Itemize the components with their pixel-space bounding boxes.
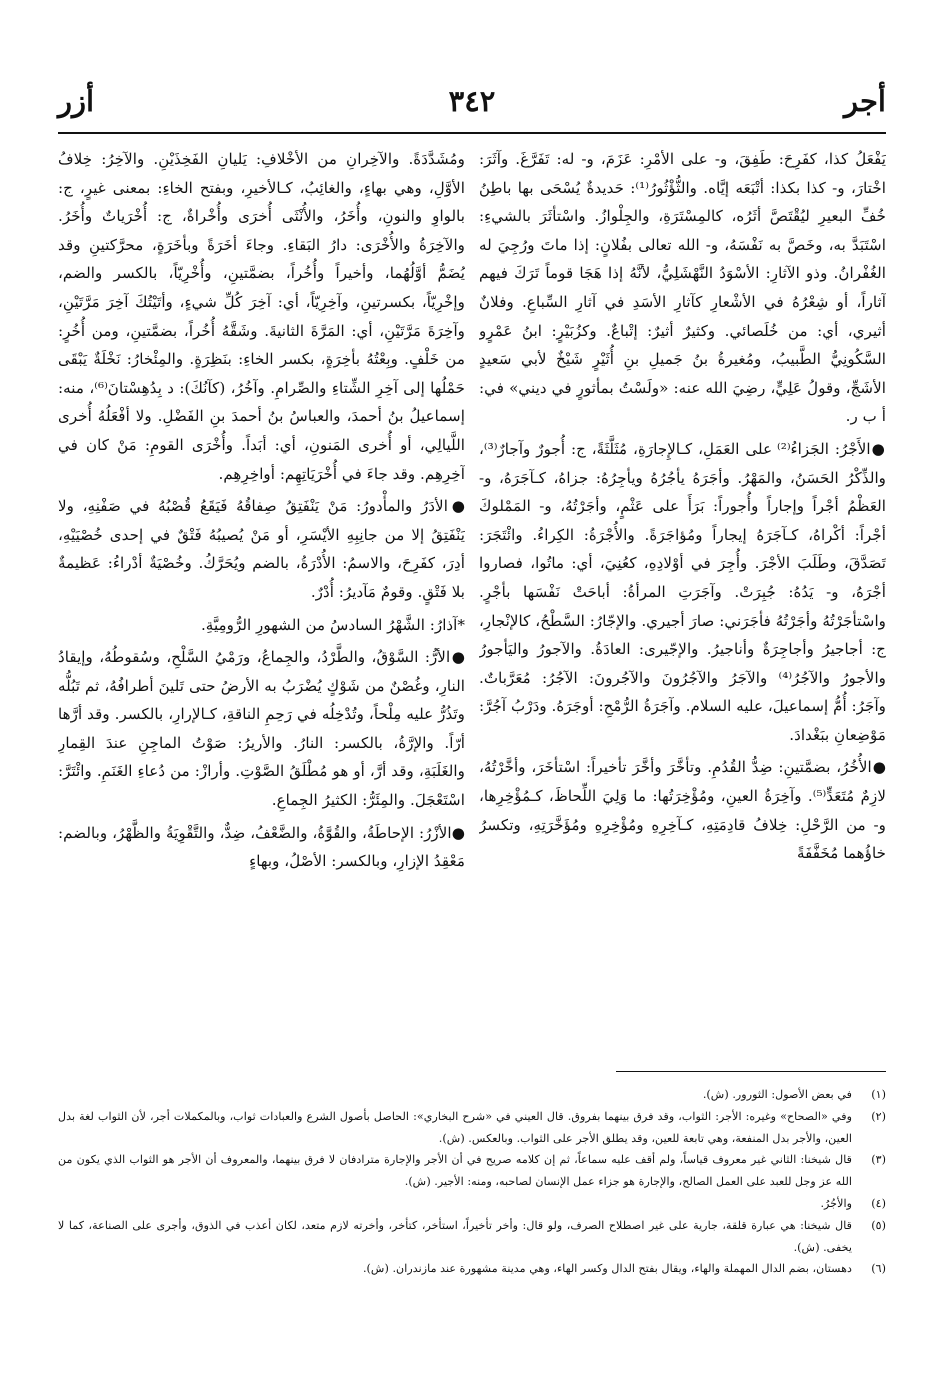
footnote-text: قال شيخنا: هي عبارة قلقة، جارية على غير اصطلاح الصرف، ولو قال: وأخر تأخيراً، استأخر، كتأخر، وأخرته لازم متعد، لكان أعذب في الذوق، وأجرى على الصناعة، كما لا يخفى. (ش). — [58, 1218, 852, 1254]
entry-ajr: ●الأَجْرُ: الجَزاءُ⁽²⁾ على العَمَلِ، كـالإِجارَةِ، مُثَلَّثَةً، ج: أُجورٌ وآجارٌ⁽³⁾، والذِّكْرُ الحَسَنُ، والمَهْرُ. وأجَرَهُ يأجُرُهُ ويأجِرُهُ: جزاهُ، كـآجَرَهُ، و- العَظْمُ أجْراً وإجاراً وأُجوراً: بَرَأَ على عَثْمٍ، وأجَرْتُهُ، و- المَمْلوكَ أجْراً: أكْراهُ، كـآجَرَهُ إيجاراً ومُؤاجَرَةً. والأُجْرَةُ: الكِراءُ. وائْتَجَرَ: تَصَدَّقَ، وطَلَبَ الأجْرَ. وأُجِرَ في أوْلادِهِ، كعُنِيَ، أي: ماتُوا، فصاروا أجْرَهُ، و- يَدُهُ: جُبِرَتْ. وآجَرَتِ المرأةُ: أباحَتْ نَفْسَها بأجْرٍ. واسْتأجَرْتُهُ وأجَرْتُهُ فأجَرَني: صارَ أجيري. والإجّارُ: السَّطْحُ، كالإنْجارِ، ج: أجاجيرُ وأجاجِرَةٌ وأناجيرُ. والإجّيرى: العادَةُ. والآجورُ واليَأجورُ والأجورُ والآجُرُ⁽⁴⁾ والآجَرُ والآجُرُونَ والآجُرونَ: الآجُرُ: مُعَرَّباتٌ. وآجَرُ: أُمُّ إسماعيلَ، عليه السلام. وآجَرَةُ الرُّمْحِ: أوجَرَهُ. ودَرْبُ آجُرَّ: مَوْضِعانِ ببَغْدادَ. — [479, 439, 886, 744]
footnote-number: (٤) — [871, 1196, 886, 1210]
footnote-rule — [616, 1071, 886, 1072]
running-header — [58, 84, 886, 128]
footnote-text: قال شيخنا: الثاني غير معروف قياساً، ولم أقف عليه سماعاً، ثم إن كلامه صريح في أن الأجر والإجارة مترادفان لا فرق بينهما، والمعروف أن الأجر هو الثواب الذي يكون من الله عز وجل للعبد على العمل الصالح، والإجارة هو جزاء عمل الإنسان لصاحبه، ومنه: الأجير. (ش). — [58, 1153, 852, 1189]
footnote-text: في بعض الأصول: الثورور. (ش). — [702, 1088, 852, 1101]
footnote-text: والأجُرُ. — [820, 1196, 852, 1210]
footnote-text: وفي «الصحاح» وغيره: الأجر: الثواب، وقد فرق بينهما بفروق. قال العيني في «شرح البخاري»: الحاصل بأصول الشرع والعبادات ثواب، وبالمكملات أجر، لأن الثواب لغة بدل العين، والأجر بدل المنفعة، وهي تابعة للعين، وقد يطلق الأجر على الثواب. وبالعكس. (ش). — [58, 1109, 852, 1145]
footnote-number: (٣) — [871, 1153, 886, 1167]
footnote-number: (١) — [871, 1088, 886, 1101]
header-first-entry: أجر — [844, 84, 886, 118]
footnote — [58, 1149, 886, 1193]
entry-azr: ●الأزْرُ: الإحاطَةُ، والقُوَّةُ، والضَّعْفُ، ضِدٌّ، والتَّقْوِيَةُ والظَّهْرُ، وبالضم: مَعْقِدُ الإزارِ، وبالكسر: الأصْلُ، وبهاءٍ — [58, 823, 465, 871]
footnote — [58, 1193, 886, 1215]
entry-arr: ●الأرُّ: السَّوْقُ، والطَّرْدُ، والجِماعُ، ورَمْيُ السَّلْحِ، وسُقوطُهُ، وإيقادُ النارِ، وغُصْنٌ من شَوْكٍ يُضْرَبُ به الأرضُ حتى تَلينَ أطرافُهُ، ثم تَبُلُّه وتَذُرُّ عليه مِلْحاً، وتُدْخِلُه في رَحِمِ الناقةِ، كـالإرارِ، بالكسر. وقد أرَّها أرّاً. والإرَّةُ، بالكسر: النارُ. والأريرُ: صَوْتُ الماجِنِ عندَ القِمارِ والغَلَبَةِ، وقد أرَّ، أو هو مُطْلَقُ الصَّوْتِ. وأرازْ: من دُعاءِ الغَنَمِ. وائْتَرَّ: اسْتَعْجَلَ. والمِئَرُّ: الكثيرُ الجِماعِ. — [58, 648, 465, 810]
left-column — [58, 145, 465, 1060]
footnote-number: (٦) — [871, 1262, 886, 1276]
footnotes — [58, 1084, 886, 1324]
entry-akhr: ●الأُخُرُ، بضمَّتينِ: ضِدُّ القُدُمِ. وتأخَّرَ وأخَّرَ تأخيراً: اسْتأخَرَ، وأخَّرْتُهُ، لازِمٌ مُتَعَدٍّ⁽⁵⁾. وآخِرَةُ العينِ، ومُؤْخِرَتُها: ما وَلِيَ اللِّحاظَ، كـمُؤْخِرِها، و- من الرَّحْلِ: خِلافُ قادِمَتِهِ، كـآخِرِهِ ومُؤْخِرِهِ ومُؤَخَّرَتِهِ، وتكسرُ خاؤُهما مُخَفَّفَةً — [479, 758, 886, 863]
footnote-number: (٢) — [871, 1109, 886, 1123]
header-last-entry: أزر — [58, 84, 95, 118]
footnote — [58, 1106, 886, 1150]
header-rule — [58, 132, 886, 134]
footnote — [58, 1084, 886, 1106]
footnote — [58, 1215, 886, 1259]
entry-adhar: *آذارُ: الشَّهْرُ السادسُ من الشهورِ الرُّومِيَّةِ. — [200, 615, 465, 634]
entry-adr: ●الأدَرُ والمأْدورُ: مَنْ يَنْفَتِقُ صِفاقُهُ فَيَقَعُ قُصْبُهُ في صَفْنِهِ، ولا يَنْفَتِقُ إلا من جانِبِهِ الأيْسَرِ، أو مَنْ يُصيبُهُ فَتْقٌ في إحدى خُصْيَيْهِ، أدِرَ، كفَرِحَ، والاسمُ: الأُدْرَةُ، بالضم ويُحَرَّكُ. وخُصْيَةٌ أدْراءُ: عَظيمةٌ بلا فَتْقٍ. وقومٌ مَآديرُ: أُدْرٌ. — [58, 497, 465, 601]
footnote-number: (٥) — [871, 1218, 886, 1232]
entry-akhr-continued: ومُشَدَّدَةً. والآخِرانِ من الأخْلافِ: يَليانِ الفَخِذَيْنِ. والآخِرُ: خِلافُ الأوَّلِ، وهي بهاءٍ، والغائِبُ، كـالأخيرِ، وبفتح الخاءِ: بمعنى غيرٍ، ج: بالواوِ والنونِ، وأُخَرُ، والأُنْثَى أُخرَى وأُخْراةٌ، ج: أُخْرَياتٌ وأُخَرُ. والآخِرَةُ والأُخْرَى: دارُ البَقاءِ. وجاءَ أخَرَةً وبأخَرَةٍ، محرَّكتينِ وقد يُضَمُّ أوَّلُهُما، وأخيراً وأُخُراً، بضمَّتينِ، وأُخْرِيّاً، بالكسر والضم، وإخْرِيّاً، بكسرتينِ، وآخِرِيّاً، أي: آخِرَ كُلِّ شيءٍ، وأتَيْتُكَ آخِرَ مَرَّتَيْنِ، وآخِرَةَ مَرَّتَيْنِ، أي: المَرَّةَ الثانيةَ. وشَقَّهُ أُخُراً، بضمَّتينِ، ومن أُخُرٍ: من خَلْفٍ. وبِعْتُهُ بأخِرَةٍ، بكسر الخاءِ: بنَظِرَةٍ. والمِئْخارُ: نَخْلَةٌ يَبْقَى حَمْلُها إلى آخِرِ الشِّتاءِ والصِّرامِ. وآخُرُ، (كآنُكَ): د بِدُهِسْتانَ⁽⁶⁾، منه: إسماعيلُ بنُ أحمدَ، والعباسُ بنُ أحمدَ بنِ الفَضْلِ. ولا أفْعَلُهُ أُخرى اللَّيالِي، أو أُخرى المَنونِ، أي: أبَداً. وأُخْرَى القومِ: مَنْ كان في آخِرِهِم. وقد جاءَ في أُخْرَيَاتِهِم: أواخِرِهِم. — [58, 150, 465, 483]
entry-athr-continued: يَفْعَلُ كذا، كفَرِحَ: طَفِقَ، و- على الأمْرِ: عَزَمَ، و- له: تَفَرَّغَ. وآثَرَ: اخْتارَ، و- كذا بكذا: أتْبَعَه إيَّاه. والثُّؤْثُورُ⁽¹⁾: حَديدةٌ يُسْحَى بها باطِنُ خُفِّ البعيرِ ليُقْتَصَّ أثَرُه، كالمِسْتَرَةِ، والجِلْوازُ. واسْتأثَرَ بالشيءِ: اسْتَبَدَّ به، وخَصَّ به نَفْسَهُ، و- الله تعالى بفُلانٍ: إذا ماتَ ورُجِيَ له الغُفْرانُ. وذو الآثارِ: الأسْوَدُ النَّهْشَلِيُّ، لأنَّهُ إذا هَجَا قوماً تَرَكَ فيهم آثاراً، أو شِعْرُهُ في الأشْعارِ كآثارِ الأسَدِ في آثارِ السِّباعِ. وفلانٌ أثيري، أي: من خُلَصائي. وكثيرٌ أثيرٌ: إتْباعٌ. وكزُبَيْرٍ: ابنُ عَمْرٍو السَّكُونِيُّ الطَّبيبُ، ومُغيرةُ بنُ جَميلِ بنِ أُثَيْرٍ شَيْخٌ لأبي سَعيدٍ الأشَجِّ، وقولُ عَلِيٍّ، رضِيَ الله عنه: «ولَسْتُ بمأثورٍ في ديني» في: أ ب ر. — [479, 150, 886, 426]
right-column — [479, 145, 886, 1060]
footnote-text: دهستان، بضم الدال المهملة والهاء، ويقال بفتح الدال وكسر الهاء، وهي مدينة مشهورة عند مازندران. (ش). — [362, 1262, 852, 1276]
page-number: ٣٤٢ — [448, 84, 496, 118]
footnote — [58, 1258, 886, 1280]
